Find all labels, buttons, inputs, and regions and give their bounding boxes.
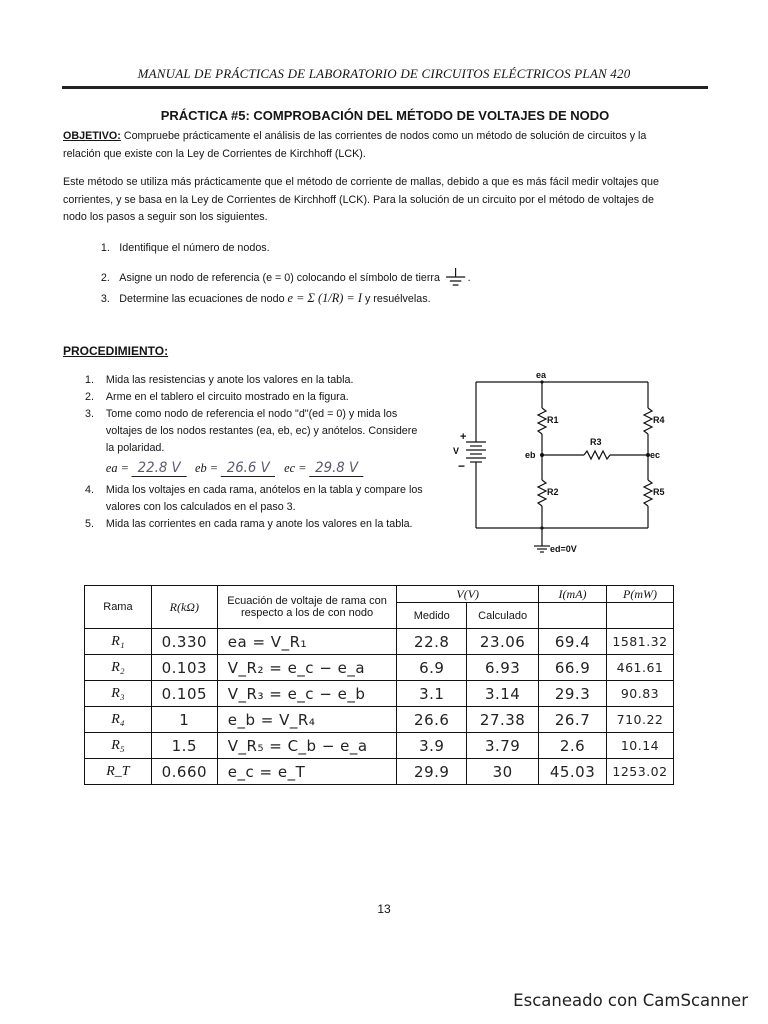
ground-icon	[443, 268, 468, 288]
r4-label: R4	[653, 415, 665, 425]
ec-value: 29.8 V	[309, 460, 363, 477]
node-eb-label: eb	[525, 450, 536, 460]
header-equation: Ecuación de voltaje de rama con respecto a los de con nodo	[217, 586, 397, 629]
intro-paragraph: Este método se utiliza más prácticamente que el método de corriente de mallas, debido a que es más fácil medir voltajes que corrientes, y se basa en la Ley de Corrientes de Kirchhoff (LCK). Para la solución de un circuito por el método de voltajes de nodo los pasos a seguir son los siguientes.	[63, 176, 659, 223]
ea-value: 22.8 V	[132, 460, 186, 477]
procedure-step-2: 2. Arme en el tablero el circuito mostrado en la figura.	[85, 391, 349, 403]
node-ec-label: ec	[650, 450, 661, 460]
procedure-steps	[85, 372, 427, 533]
procedure-title: PROCEDIMIENTO:	[63, 344, 169, 358]
header-current: I(mA)	[539, 586, 607, 603]
node-ed-label: ed=0V	[550, 544, 577, 554]
r1-label: R1	[547, 415, 559, 425]
circuit-diagram	[446, 368, 686, 568]
r2-label: R2	[547, 487, 559, 497]
procedure-step-4: 4. Mida los voltajes en cada rama, anótelos en la tabla y compare los valores con los calculados en el paso 3.	[85, 484, 423, 513]
objective-text: Compruebe prácticamente el análisis de las corrientes de nodos como un método de solución de circuitos y la relación que existe con la Ley de Corrientes de Kirchhoff (LCK).	[63, 130, 647, 160]
procedure-step-5: 5. Mida las corrientes en cada rama y anote los valores en la tabla.	[85, 518, 413, 530]
page-title: PRÁCTICA #5: COMPROBACIÓN DEL MÉTODO DE VOLTAJES DE NODO	[160, 108, 610, 123]
manual-header: MANUAL DE PRÁCTICAS DE LABORATORIO DE CIRCUITOS ELÉCTRICOS PLAN 420	[137, 66, 631, 81]
node-voltage-values: ea = 22.8 V eb = 26.6 V ec = 29.8 V	[85, 459, 427, 478]
results-table	[84, 585, 674, 785]
method-step-1: 1. Identifique el número de nodos.	[100, 242, 270, 254]
method-step-3: 3. Determine las ecuaciones de nodo e = Σ (1/R) = I y resuélvelas.	[100, 290, 431, 305]
eb-value: 26.6 V	[221, 460, 275, 477]
source-label: V	[453, 446, 460, 456]
table-row: R₁ 0.330 ea = V_R₁ 22.8 23.06 69.4 1581.32	[85, 629, 674, 655]
procedure-step-1: 1. Mida las resistencias y anote los valores en la tabla.	[85, 374, 354, 386]
node-ea-label: ea	[536, 370, 547, 380]
source-plus: +	[460, 431, 467, 443]
header-resistance: R(kΩ)	[151, 586, 217, 629]
objective-paragraph	[63, 128, 676, 163]
header-rama: Rama	[85, 586, 152, 629]
scanner-watermark: Escaneado con CamScanner	[513, 991, 748, 1010]
procedure-step-3: 3. Tome como nodo de referencia el nodo "d"(ed = 0) y mida los voltajes de los nodos restantes (ea, eb, ec) y anótelos. Considere la polaridad.	[85, 408, 418, 454]
r3-label: R3	[590, 437, 602, 447]
header-divider	[62, 86, 708, 89]
header-medido: Medido	[397, 603, 467, 629]
table-row: R_T 0.660 e_c = e_T 29.9 30 45.03 1253.02	[85, 759, 674, 785]
objective-label: OBJETIVO:	[63, 130, 121, 142]
table-row: R₂ 0.103 V_R₂ = e_c − e_a 6.9 6.93 66.9 461.61	[85, 655, 674, 681]
header-power: P(mW)	[607, 586, 674, 603]
page-number: 13	[377, 902, 391, 916]
table-row: R₃ 0.105 V_R₃ = e_c − e_b 3.1 3.14 29.3 90.83	[85, 681, 674, 707]
node-equation: e = Σ (1/R) = I	[287, 290, 362, 305]
header-calculado: Calculado	[467, 603, 539, 629]
method-step-2: 2. Asigne un nodo de referencia (e = 0) colocando el símbolo de tierra .	[87, 268, 471, 288]
source-minus: −	[458, 459, 466, 473]
header-voltage: V(V)	[397, 586, 539, 603]
table-row: R₄ 1 e_b = V_R₄ 26.6 27.38 26.7 710.22	[85, 707, 674, 733]
table-row: R₅ 1.5 V_R₅ = C_b − e_a 3.9 3.79 2.6 10.14	[85, 733, 674, 759]
r5-label: R5	[653, 487, 665, 497]
